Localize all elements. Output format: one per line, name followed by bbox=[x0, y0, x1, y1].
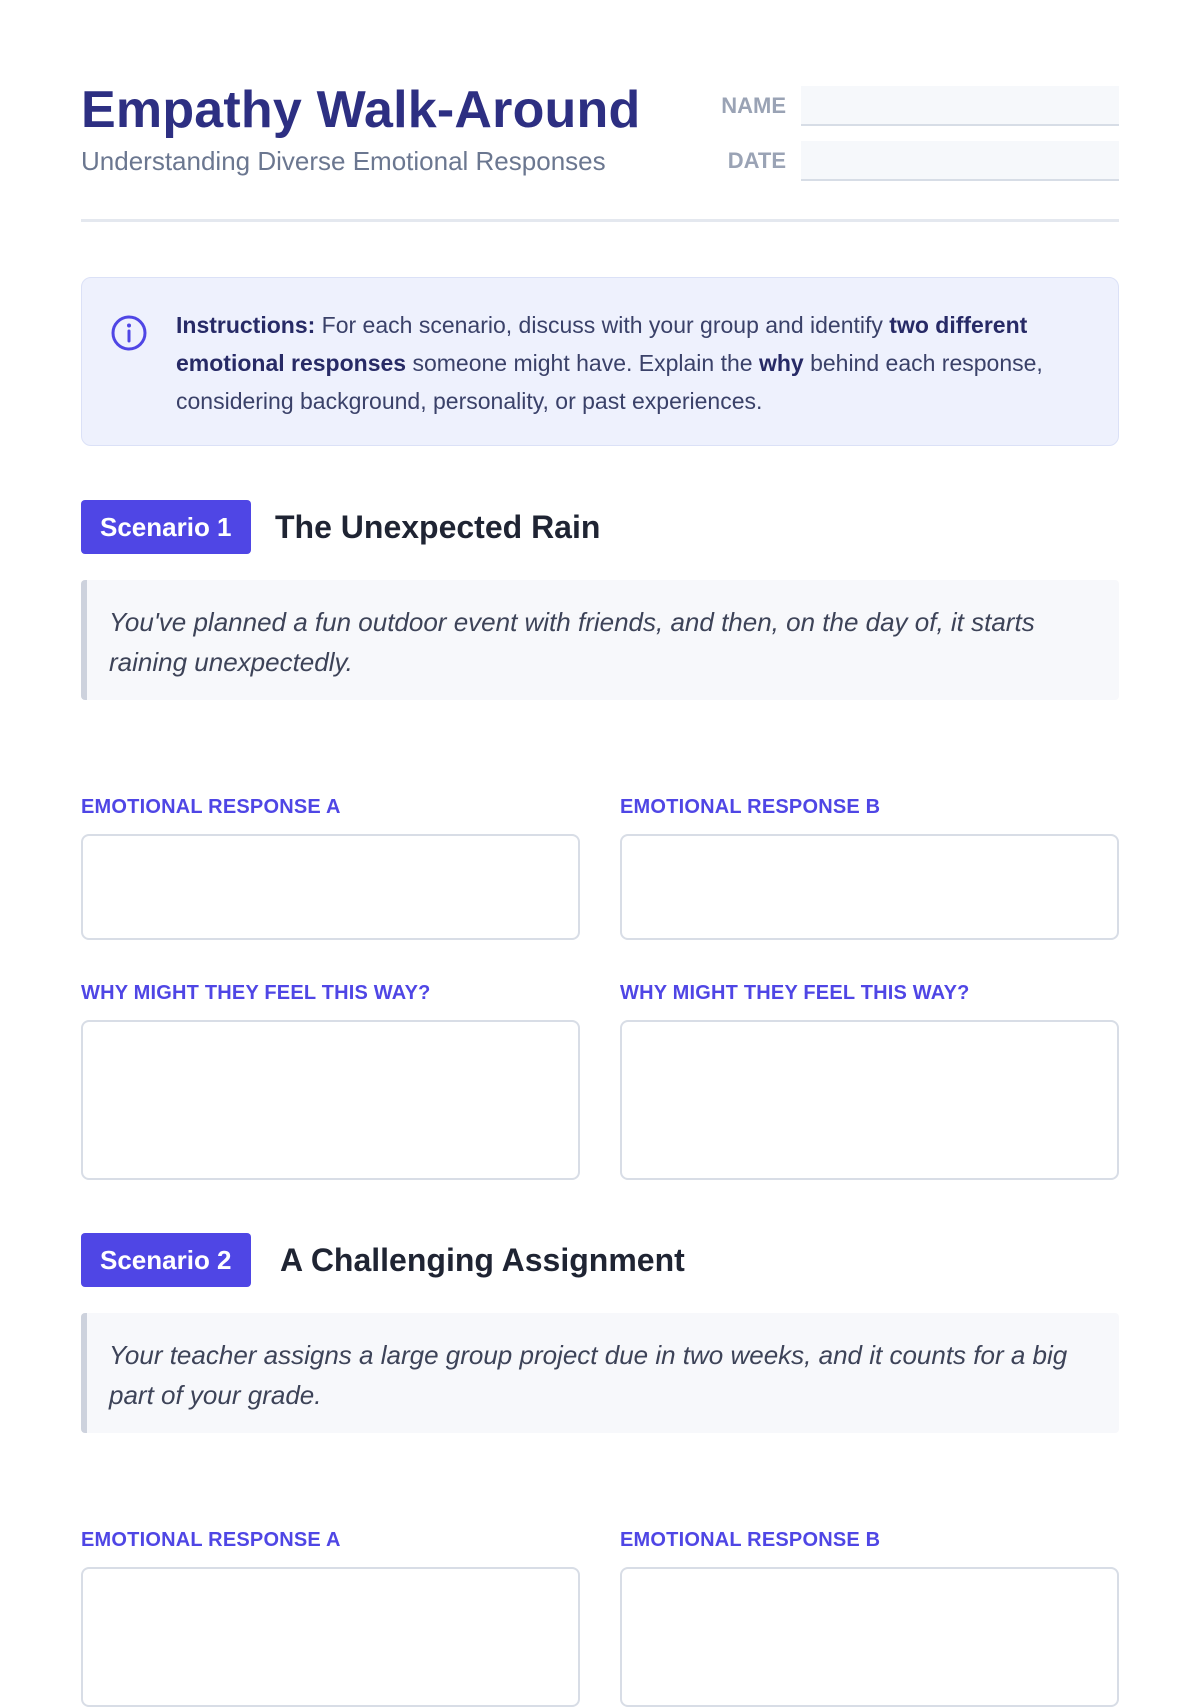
scenario-title: The Unexpected Rain bbox=[275, 509, 601, 545]
page-subtitle: Understanding Diverse Emotional Responses bbox=[81, 146, 606, 176]
response-b-input[interactable] bbox=[620, 834, 1119, 940]
scenario-badge: Scenario 2 bbox=[81, 1233, 251, 1287]
response-a-label: EMOTIONAL RESPONSE A bbox=[81, 796, 341, 818]
response-b-label: EMOTIONAL RESPONSE B bbox=[620, 796, 881, 818]
response-a-label: EMOTIONAL RESPONSE A bbox=[81, 1529, 341, 1551]
info-icon bbox=[110, 314, 148, 352]
scenario-header bbox=[81, 500, 1119, 554]
instructions-emphasis-responses: two different emotional responses bbox=[176, 312, 1028, 376]
instructions-part3: behind each response, considering background, personality, or past experiences. bbox=[176, 350, 1043, 414]
date-label: DATE bbox=[727, 148, 786, 173]
why-a-input[interactable] bbox=[81, 1020, 580, 1180]
instructions-part2: someone might have. Explain the bbox=[406, 350, 759, 376]
page-title: Empathy Walk-Around bbox=[81, 81, 641, 139]
scenario-description: You've planned a fun outdoor event with friends, and then, on the day of, it starts raining unexpectedly. bbox=[81, 580, 1119, 700]
response-a-input[interactable] bbox=[81, 834, 580, 940]
date-input[interactable] bbox=[801, 141, 1119, 181]
worksheet-header bbox=[81, 0, 1119, 222]
scenario-section-1 bbox=[81, 500, 1119, 1004]
why-b-label: WHY MIGHT THEY FEEL THIS WAY? bbox=[620, 982, 970, 1004]
why-a-label: WHY MIGHT THEY FEEL THIS WAY? bbox=[81, 982, 431, 1004]
instructions-lead: Instructions: bbox=[176, 312, 316, 338]
scenario-title: A Challenging Assignment bbox=[280, 1242, 685, 1278]
scenario-badge: Scenario 1 bbox=[81, 500, 251, 554]
scenario-section-2 bbox=[81, 1233, 1119, 1551]
response-b-input[interactable] bbox=[620, 1567, 1119, 1707]
date-field bbox=[711, 141, 1119, 181]
scenario-header bbox=[81, 1233, 1119, 1287]
name-input[interactable] bbox=[801, 86, 1119, 126]
name-label: NAME bbox=[721, 93, 786, 118]
response-a-input[interactable] bbox=[81, 1567, 580, 1707]
name-field bbox=[711, 86, 1119, 126]
instructions-part1: For each scenario, discuss with your group and identify bbox=[315, 312, 890, 338]
response-b-label: EMOTIONAL RESPONSE B bbox=[620, 1529, 881, 1551]
scenario-description: Your teacher assigns a large group project due in two weeks, and it counts for a big part of your grade. bbox=[81, 1313, 1119, 1433]
instructions-box bbox=[81, 277, 1119, 446]
instructions-text bbox=[176, 306, 1096, 420]
why-b-input[interactable] bbox=[620, 1020, 1119, 1180]
instructions-emphasis-why: why bbox=[758, 350, 804, 376]
